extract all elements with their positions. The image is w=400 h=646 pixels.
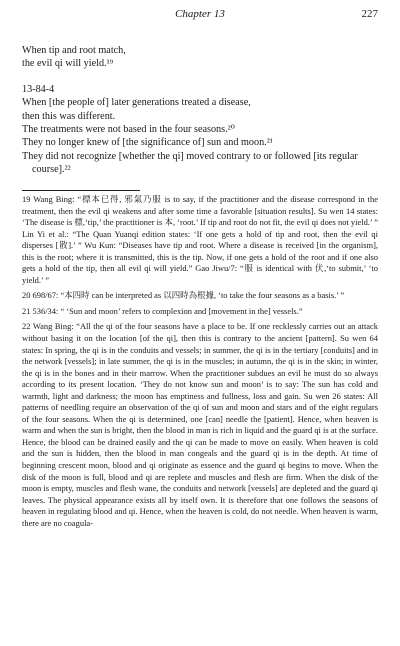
verse-line: When [the people of] later generations treated a disease, <box>22 97 251 109</box>
verse-line: They did not recognize [whether the qi] moved contrary to or followed [its regular course].²² <box>22 150 358 176</box>
footnotes <box>22 194 378 533</box>
main-text <box>22 44 378 177</box>
footnote-22: 22 Wang Bing: “All the qi of the four seasons have a place to be. If one recklessly carries out an attack without basing it on the location [of the qi], then this is contrary to the ancient [pattern]. Su wen 64 states: In spring, the qi is in the conduits and vessels; in summer, the qi is in the tertiary [conduits] and in the network [vessels]; in late summer, the qi is in the muscles; in autumn, the qi is in the skin; in winter, the qi is in the bones and in their marrow. When the practitioner subdues an evil he must do so always according to its present location. ‘They do not know sun and moon’ is to say: The sun has cold and warmth, light and darkness; the moon has emptiness and fullness, loss and gain. Su wen 26 states: All patterns of needling require an observation of the qi of sun and moon and stars and of the eight regulars of the four seasons. When the qi is determined, one [can] needle the [patient]. Hence, when heaven is warm and when the sun is bright, then the blood in man is rich in liquid and the guard qi is at the surface. Hence, the blood can be drained easily and the qi can be made to move on easily. When heaven is cold and the sun is hidden, then the blood in man congeals and the guard qi is in the depth. At time of beginning crescent moon, blood and qi originate as essence and the guard qi begins to move. When the disk of the moon is full, blood and qi are replete and muscles and flesh are firm. When the disk of the moon is empty, muscles and flesh wane, the conduits and network [vessels] are depleted and the guard qi leaves. The physical appearance exists all by itself own. It is therefore that one follows the seasons of heaven in regulating blood and qi. Hence, when the heaven is cold, do not needle. When heaven is warm, there are no coagula- <box>22 321 378 528</box>
footnote-19: 19 Wang Bing: “標本已得, 邪氣乃服 is to say, if the practitioner and the disease correspond in the treatment, then the evil qi weakens and after some time a favorable [situation results]. Su wen 14 states: ‘The disease is 標,‘tip,’ the practitioner is 本, ‘root.’ If tip and root do not fit, the evil qi does not yield.’ ” Lin Yi et al.: “The Quan Yuanqi edition states: ‘If one gets a hold of tip and root, then the evil qi disperses [散].’ ” Wu Kun: “Diseases have tip and root. Where a disease is received [in the organism], this is the root; where it is transmitted, this is the tip. Now, if one gets a hold of the root and if one also gets a hold of the tip, then all evil qi will yield.” Gao Jiwu/7: “服 is identical with 伏,‘to submit,’ ‘to yield.’ ” <box>22 194 378 285</box>
section-number: 13-84-4 <box>22 83 55 95</box>
verse-line: the evil qi will yield.¹⁹ <box>22 58 114 70</box>
verse-line: then this was different. <box>22 110 116 122</box>
chapter-title: Chapter 13 <box>175 8 225 20</box>
footnote-21: 21 536/34: “ ‘Sun and moon’ refers to complexion and [movement in the] vessels.” <box>22 305 303 316</box>
verse-line: The treatments were not based in the four seasons.²⁰ <box>22 124 235 136</box>
page-number: 227 <box>361 8 378 20</box>
verse-line: They no longer knew of [the significance of] sun and moon.²¹ <box>22 137 273 149</box>
footnote-rule <box>22 190 140 191</box>
running-head <box>22 8 378 24</box>
verse-line: When tip and root match, <box>22 45 126 56</box>
footnote-20: 20 698/67: “本四時 can be interpreted as 以四時為根據, ‘to take the four seasons as a basis.’ ” <box>22 290 345 301</box>
